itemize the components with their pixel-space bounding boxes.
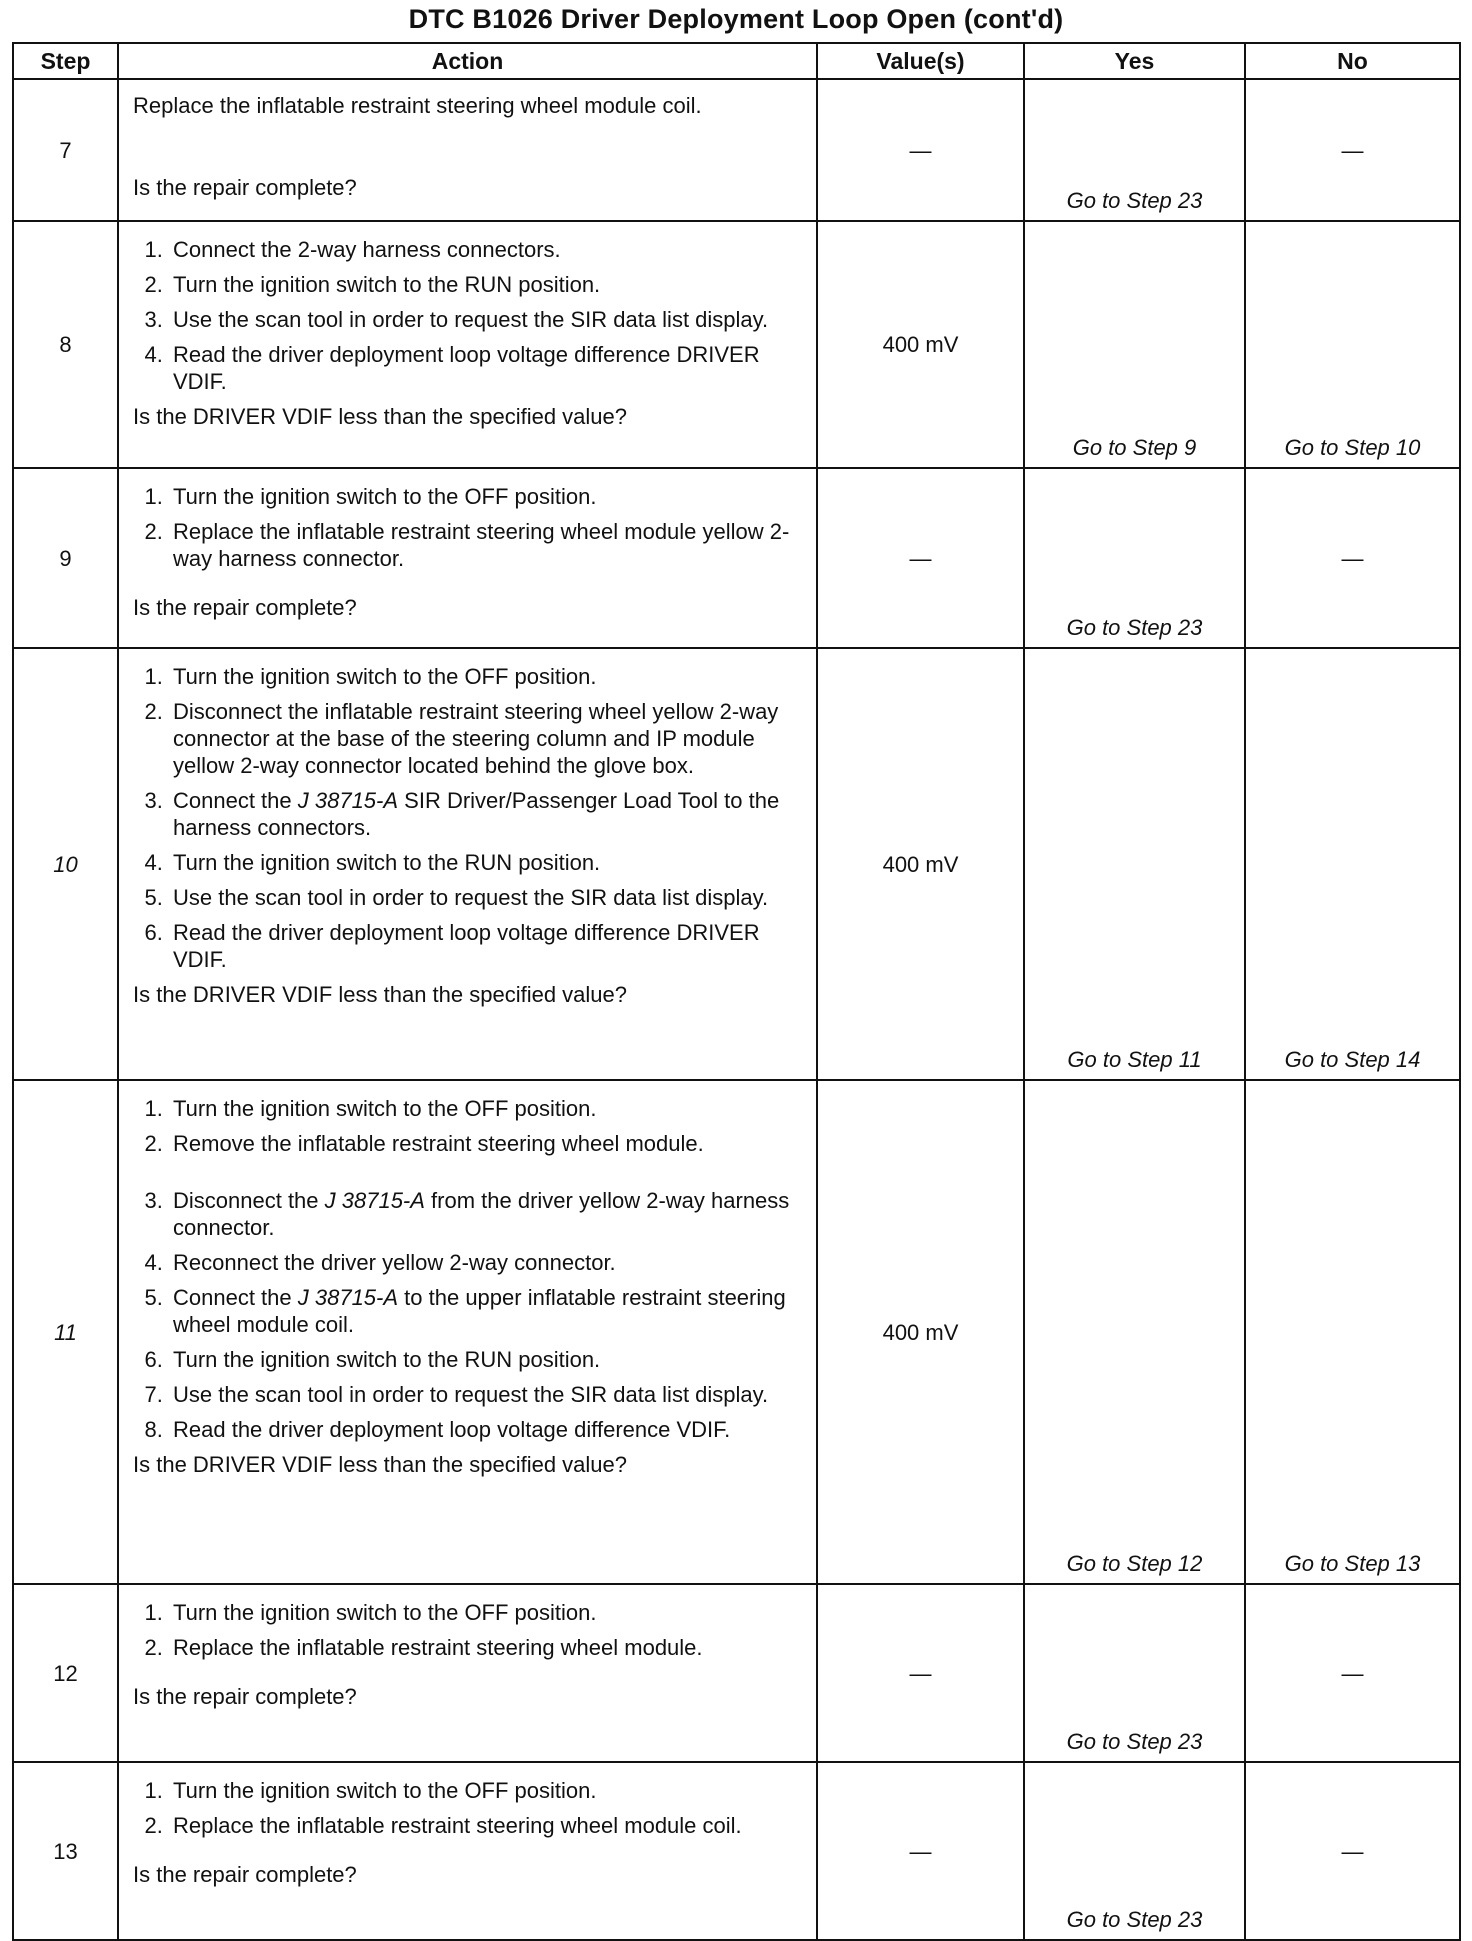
step-number: 7	[13, 79, 118, 221]
list-item: 1. Turn the ignition switch to the OFF position.	[169, 663, 806, 690]
list-item: 2. Replace the inflatable restraint steering wheel module.	[169, 1634, 806, 1661]
action-cell	[118, 1762, 817, 1940]
question-text: Is the repair complete?	[133, 1862, 357, 1887]
table-row-step-9	[13, 468, 1460, 648]
list-item: 4. Reconnect the driver yellow 2-way connector.	[169, 1249, 806, 1276]
value-cell: —	[817, 1762, 1024, 1940]
action-list	[133, 1599, 806, 1661]
action-list	[133, 483, 806, 572]
table-header-row	[13, 43, 1460, 79]
action-cell	[118, 79, 817, 221]
tool-name: J 38715-A	[324, 1188, 425, 1213]
list-item: 2. Turn the ignition switch to the RUN position.	[169, 271, 806, 298]
value-cell: 400 mV	[817, 1080, 1024, 1584]
header-no: No	[1245, 43, 1460, 79]
value-cell: —	[817, 79, 1024, 221]
value-cell: —	[817, 1584, 1024, 1762]
list-item-text: Connect the	[173, 1285, 298, 1310]
action-list	[133, 1777, 806, 1839]
list-item: 3. Use the scan tool in order to request the SIR data list display.	[169, 306, 806, 333]
list-item-text: to the upper inflatable restraint steering wheel module coil.	[173, 1285, 786, 1337]
list-item: 4. Read the driver deployment loop voltage difference DRIVER VDIF.	[169, 341, 806, 395]
question-text: Is the repair complete?	[133, 1684, 357, 1709]
list-item	[169, 1187, 806, 1241]
no-cell: —	[1245, 1762, 1460, 1940]
question-text: Is the DRIVER VDIF less than the specified value?	[133, 982, 628, 1007]
list-item: 2. Disconnect the inflatable restraint steering wheel yellow 2-way connector at the base of the steering column and IP module yellow 2-way connector located behind the glove box.	[169, 698, 806, 779]
action-cell	[118, 221, 817, 468]
header-action: Action	[118, 43, 817, 79]
tool-name: J 38715-A	[297, 788, 399, 813]
question-text: Is the DRIVER VDIF less than the specified value?	[133, 1452, 628, 1477]
action-list	[133, 236, 806, 395]
no-cell: —	[1245, 1584, 1460, 1762]
action-list	[133, 663, 806, 973]
list-item: 2. Replace the inflatable restraint steering wheel module coil.	[169, 1812, 806, 1839]
step-number: 10	[13, 648, 118, 1080]
value-cell: 400 mV	[817, 648, 1024, 1080]
table-row-step-10	[13, 648, 1460, 1080]
list-item-text: Disconnect the	[173, 1188, 325, 1213]
action-cell	[118, 1080, 817, 1584]
list-item: 1. Turn the ignition switch to the OFF position.	[169, 1095, 806, 1122]
yes-cell: Go to Step 23	[1024, 79, 1245, 221]
yes-cell: Go to Step 12	[1024, 1080, 1245, 1584]
step-number: 12	[13, 1584, 118, 1762]
question-text: Is the DRIVER VDIF less than the specified value?	[133, 404, 628, 429]
question-text: Is the repair complete?	[133, 595, 357, 620]
step-number: 13	[13, 1762, 118, 1940]
list-item-text: Connect the	[173, 788, 298, 813]
yes-cell: Go to Step 23	[1024, 1584, 1245, 1762]
list-item-text: SIR Driver/Passenger Load Tool to the harness connectors.	[173, 788, 780, 840]
list-item: 1. Turn the ignition switch to the OFF position.	[169, 483, 806, 510]
table-row-step-7	[13, 79, 1460, 221]
list-item: 6. Read the driver deployment loop voltage difference DRIVER VDIF.	[169, 919, 806, 973]
no-cell: Go to Step 13	[1245, 1080, 1460, 1584]
list-item: 8. Read the driver deployment loop voltage difference VDIF.	[169, 1416, 806, 1443]
table-row-step-8	[13, 221, 1460, 468]
page-title: DTC B1026 Driver Deployment Loop Open (cont'd)	[408, 4, 1064, 34]
action-list	[133, 1095, 806, 1443]
no-cell: Go to Step 10	[1245, 221, 1460, 468]
list-item: 1. Turn the ignition switch to the OFF position.	[169, 1777, 806, 1804]
tool-name: J 38715-A	[297, 1285, 399, 1310]
header-step: Step	[13, 43, 118, 79]
yes-cell: Go to Step 9	[1024, 221, 1245, 468]
step-number: 9	[13, 468, 118, 648]
list-item: 2. Replace the inflatable restraint steering wheel module yellow 2-way harness connector.	[169, 518, 806, 572]
list-item: 1. Turn the ignition switch to the OFF position.	[169, 1599, 806, 1626]
table-row-step-11	[13, 1080, 1460, 1584]
table-row-step-13	[13, 1762, 1460, 1940]
list-item	[169, 1284, 806, 1338]
no-cell: —	[1245, 79, 1460, 221]
list-item: 6. Turn the ignition switch to the RUN position.	[169, 1346, 806, 1373]
step-number: 11	[13, 1080, 118, 1584]
list-item: 2. Remove the inflatable restraint steering wheel module.	[169, 1130, 806, 1157]
yes-cell: Go to Step 23	[1024, 1762, 1245, 1940]
value-cell: 400 mV	[817, 221, 1024, 468]
list-item	[169, 787, 806, 841]
question-text: Is the repair complete?	[133, 175, 357, 200]
value-cell: —	[817, 468, 1024, 648]
list-item-text: from the driver yellow 2-way harness connector.	[173, 1188, 790, 1240]
header-values: Value(s)	[817, 43, 1024, 79]
diagnostic-table	[12, 42, 1461, 1941]
yes-cell: Go to Step 11	[1024, 648, 1245, 1080]
list-item: 7. Use the scan tool in order to request the SIR data list display.	[169, 1381, 806, 1408]
step-number: 8	[13, 221, 118, 468]
no-cell: —	[1245, 468, 1460, 648]
no-cell: Go to Step 14	[1245, 648, 1460, 1080]
action-text: Replace the inflatable restraint steering wheel module coil.	[133, 93, 702, 118]
action-cell	[118, 468, 817, 648]
yes-cell: Go to Step 23	[1024, 468, 1245, 648]
list-item: 4. Turn the ignition switch to the RUN position.	[169, 849, 806, 876]
action-cell	[118, 648, 817, 1080]
header-yes: Yes	[1024, 43, 1245, 79]
action-cell	[118, 1584, 817, 1762]
list-item: 5. Use the scan tool in order to request the SIR data list display.	[169, 884, 806, 911]
list-item: 1. Connect the 2-way harness connectors.	[169, 236, 806, 263]
table-row-step-12	[13, 1584, 1460, 1762]
